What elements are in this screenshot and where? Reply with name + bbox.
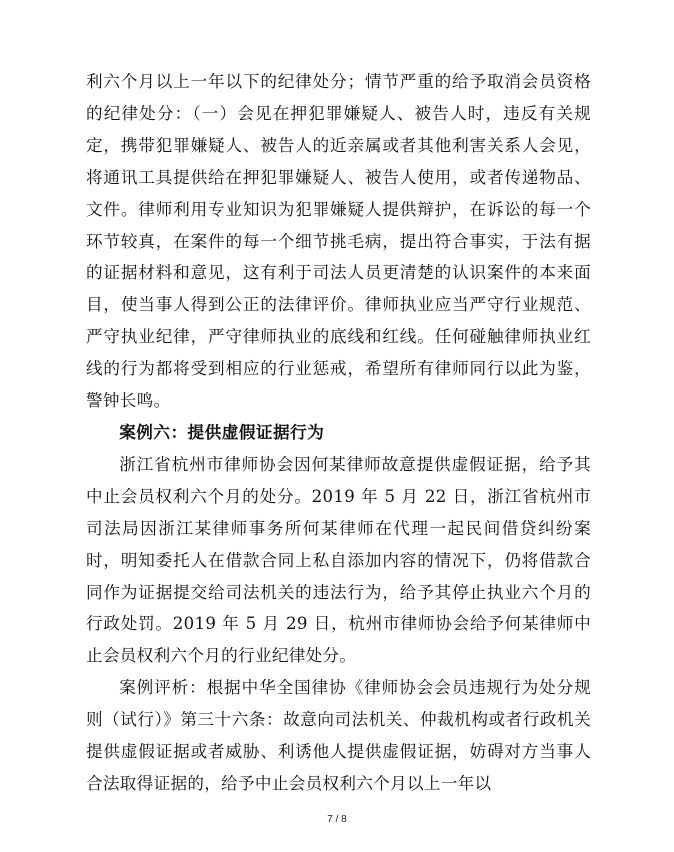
paragraph-continuation: 利六个月以上一年以下的纪律处分；情节严重的给予取消会员资格的纪律处分：（一）会见在押犯罪嫌疑人、被告人时，违反有关规定，携带犯罪嫌疑人、被告人的近亲属或者其他利害关系人会见，将通讯工具提供给在押犯罪嫌疑人、被告人使用，或者传递物品、文件。律师利用专业知识为犯罪嫌疑人提供辩护，在诉讼的每一个环节较真，在案件的每一个细节挑毛病，提出符合事实，于法有据的证据材料和意见，这有利于司法人员更清楚的认识案件的本来面目，使当事人得到公正的法律评价。律师执业应当严守行业规范、严守执业纪律，严守律师执业的底线和红线。任何碰触律师执业红线的行为都将受到相应的行业惩戒，希望所有律师同行以此为鉴，警钟长鸣。 — [86, 72, 591, 411]
case-heading: 案例六：提供虚假证据行为 — [119, 422, 325, 442]
page-number: 7 / 8 — [327, 814, 347, 825]
paragraph-case-analysis: 案例评析：根据中华全国律协《律师协会会员违规行为处分规则（试行）》第三十六条：故意向司法机关、仲裁机构或者行政机关提供虚假证据或者威胁、利诱他人提供虚假证据，妨碍对方当事人合法取得证据的，给予中止会员权利六个月以上一年以 — [86, 678, 591, 793]
body-text — [86, 66, 591, 800]
paragraph-case-description: 浙江省杭州市律师协会因何某律师故意提供虚假证据，给予其中止会员权利六个月的处分。2019 年 5 月 22 日，浙江省杭州市司法局因浙江某律师事务所何某律师在代理一起民间借贷纠纷案时，明知委托人在借款合同上私自添加内容的情况下，仍将借款合同作为证据提交给司法机关的违法行为，给予其停止执业六个月的行政处罚。2019 年 5 月 29 日，杭州市律师协会给予何某律师中止会员权利六个月的行业纪律处分。 — [86, 454, 591, 666]
